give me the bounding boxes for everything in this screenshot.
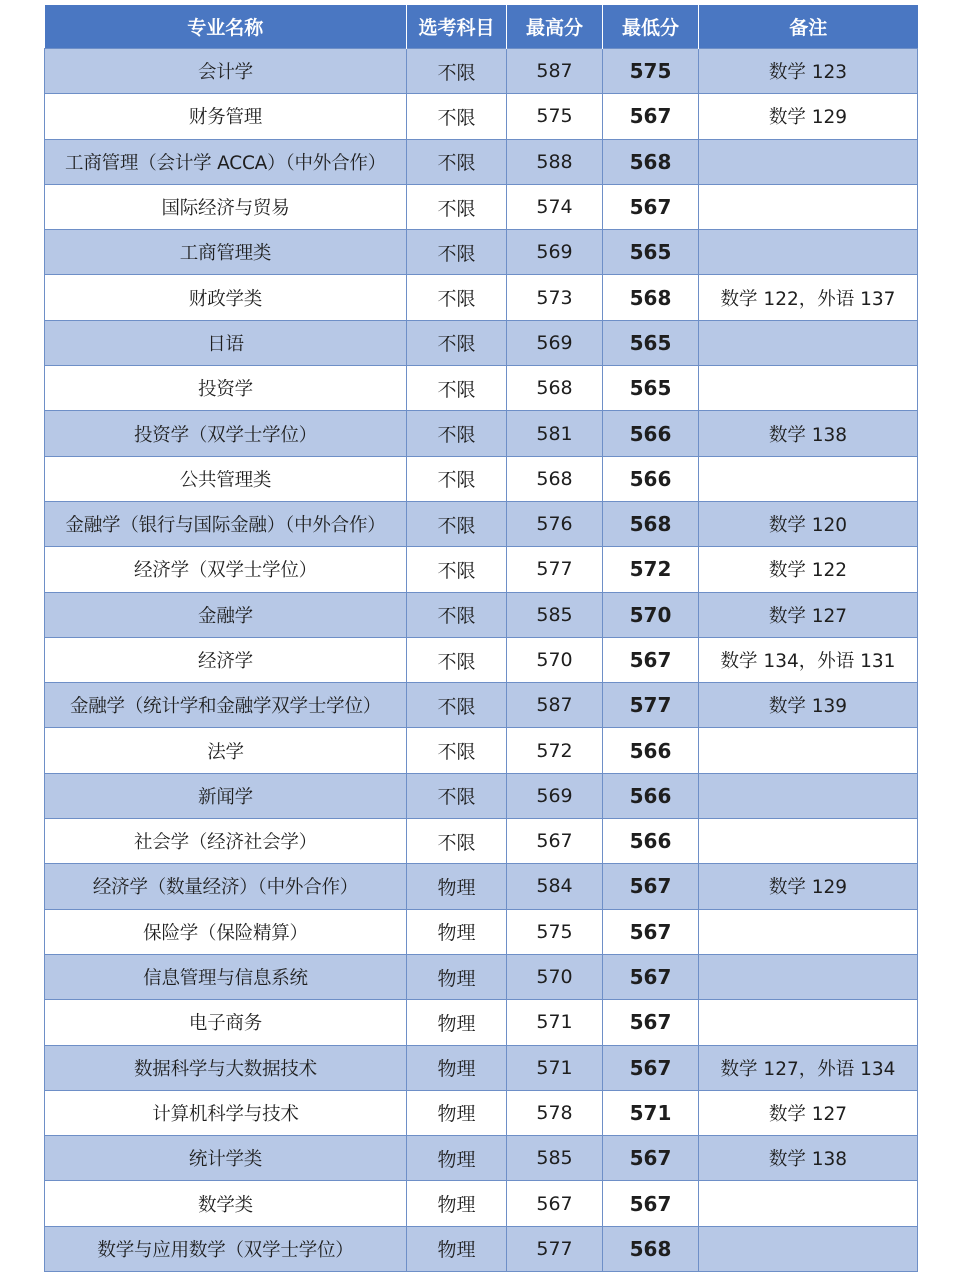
table-row bbox=[45, 683, 918, 728]
header-subject-requirement: 选考科目 bbox=[407, 5, 507, 49]
min-score-cell: 575 bbox=[603, 49, 699, 94]
subject-requirement-cell: 物理 bbox=[407, 909, 507, 954]
table-row bbox=[45, 864, 918, 909]
min-score-cell: 567 bbox=[603, 94, 699, 139]
subject-requirement-cell: 物理 bbox=[407, 864, 507, 909]
min-score-cell: 568 bbox=[603, 1226, 699, 1271]
max-score-cell: 587 bbox=[507, 49, 603, 94]
max-score-cell: 585 bbox=[507, 1136, 603, 1181]
max-score-cell: 567 bbox=[507, 1181, 603, 1226]
major-name-cell: 统计学类 bbox=[45, 1136, 407, 1181]
subject-requirement-cell: 物理 bbox=[407, 1136, 507, 1181]
max-score-cell: 569 bbox=[507, 773, 603, 818]
max-score-cell: 568 bbox=[507, 456, 603, 501]
max-score-cell: 574 bbox=[507, 184, 603, 229]
remarks-cell: 数学 127，外语 134 bbox=[699, 1045, 918, 1090]
min-score-cell: 568 bbox=[603, 139, 699, 184]
header-major-name: 专业名称 bbox=[45, 5, 407, 49]
min-score-cell: 565 bbox=[603, 366, 699, 411]
major-name-cell: 公共管理类 bbox=[45, 456, 407, 501]
subject-requirement-cell: 物理 bbox=[407, 1181, 507, 1226]
major-name-cell: 经济学（数量经济）（中外合作） bbox=[45, 864, 407, 909]
table-row bbox=[45, 592, 918, 637]
major-name-cell: 投资学 bbox=[45, 366, 407, 411]
subject-requirement-cell: 不限 bbox=[407, 637, 507, 682]
major-name-cell: 计算机科学与技术 bbox=[45, 1090, 407, 1135]
min-score-cell: 567 bbox=[603, 1136, 699, 1181]
max-score-cell: 587 bbox=[507, 683, 603, 728]
major-name-cell: 信息管理与信息系统 bbox=[45, 954, 407, 999]
major-name-cell: 日语 bbox=[45, 320, 407, 365]
major-name-cell: 社会学（经济社会学） bbox=[45, 819, 407, 864]
table-row bbox=[45, 275, 918, 320]
max-score-cell: 575 bbox=[507, 909, 603, 954]
subject-requirement-cell: 不限 bbox=[407, 366, 507, 411]
remarks-cell bbox=[699, 230, 918, 275]
remarks-cell bbox=[699, 728, 918, 773]
table-row bbox=[45, 501, 918, 546]
min-score-cell: 565 bbox=[603, 230, 699, 275]
subject-requirement-cell: 不限 bbox=[407, 94, 507, 139]
major-name-cell: 数学与应用数学（双学士学位） bbox=[45, 1226, 407, 1271]
header-remarks: 备注 bbox=[699, 5, 918, 49]
min-score-cell: 571 bbox=[603, 1090, 699, 1135]
max-score-cell: 569 bbox=[507, 230, 603, 275]
table-row bbox=[45, 909, 918, 954]
max-score-cell: 588 bbox=[507, 139, 603, 184]
major-name-cell: 金融学（银行与国际金融）（中外合作） bbox=[45, 501, 407, 546]
min-score-cell: 570 bbox=[603, 592, 699, 637]
major-name-cell: 新闻学 bbox=[45, 773, 407, 818]
major-name-cell: 财务管理 bbox=[45, 94, 407, 139]
max-score-cell: 581 bbox=[507, 411, 603, 456]
subject-requirement-cell: 物理 bbox=[407, 1045, 507, 1090]
min-score-cell: 566 bbox=[603, 728, 699, 773]
subject-requirement-cell: 不限 bbox=[407, 320, 507, 365]
max-score-cell: 584 bbox=[507, 864, 603, 909]
header-max-score: 最高分 bbox=[507, 5, 603, 49]
table-row bbox=[45, 1090, 918, 1135]
min-score-cell: 565 bbox=[603, 320, 699, 365]
max-score-cell: 576 bbox=[507, 501, 603, 546]
major-name-cell: 会计学 bbox=[45, 49, 407, 94]
subject-requirement-cell: 物理 bbox=[407, 1226, 507, 1271]
max-score-cell: 567 bbox=[507, 819, 603, 864]
min-score-cell: 566 bbox=[603, 773, 699, 818]
subject-requirement-cell: 不限 bbox=[407, 275, 507, 320]
max-score-cell: 571 bbox=[507, 1045, 603, 1090]
remarks-cell bbox=[699, 366, 918, 411]
subject-requirement-cell: 不限 bbox=[407, 501, 507, 546]
subject-requirement-cell: 不限 bbox=[407, 547, 507, 592]
table-row bbox=[45, 819, 918, 864]
remarks-cell: 数学 138 bbox=[699, 1136, 918, 1181]
max-score-cell: 585 bbox=[507, 592, 603, 637]
min-score-cell: 572 bbox=[603, 547, 699, 592]
max-score-cell: 575 bbox=[507, 94, 603, 139]
major-name-cell: 工商管理（会计学 ACCA）（中外合作） bbox=[45, 139, 407, 184]
max-score-cell: 577 bbox=[507, 1226, 603, 1271]
major-name-cell: 投资学（双学士学位） bbox=[45, 411, 407, 456]
min-score-cell: 567 bbox=[603, 954, 699, 999]
table-row bbox=[45, 773, 918, 818]
remarks-cell: 数学 122，外语 137 bbox=[699, 275, 918, 320]
remarks-cell bbox=[699, 954, 918, 999]
header-min-score: 最低分 bbox=[603, 5, 699, 49]
subject-requirement-cell: 物理 bbox=[407, 1000, 507, 1045]
remarks-cell: 数学 134，外语 131 bbox=[699, 637, 918, 682]
table-row bbox=[45, 94, 918, 139]
min-score-cell: 567 bbox=[603, 637, 699, 682]
table-row bbox=[45, 728, 918, 773]
table-row bbox=[45, 230, 918, 275]
major-name-cell: 国际经济与贸易 bbox=[45, 184, 407, 229]
min-score-cell: 567 bbox=[603, 1181, 699, 1226]
subject-requirement-cell: 不限 bbox=[407, 819, 507, 864]
major-name-cell: 经济学（双学士学位） bbox=[45, 547, 407, 592]
min-score-cell: 577 bbox=[603, 683, 699, 728]
subject-requirement-cell: 不限 bbox=[407, 728, 507, 773]
max-score-cell: 572 bbox=[507, 728, 603, 773]
remarks-cell bbox=[699, 1181, 918, 1226]
min-score-cell: 566 bbox=[603, 456, 699, 501]
subject-requirement-cell: 物理 bbox=[407, 954, 507, 999]
subject-requirement-cell: 不限 bbox=[407, 49, 507, 94]
subject-requirement-cell: 不限 bbox=[407, 592, 507, 637]
max-score-cell: 570 bbox=[507, 954, 603, 999]
remarks-cell bbox=[699, 773, 918, 818]
table-row bbox=[45, 1181, 918, 1226]
remarks-cell: 数学 139 bbox=[699, 683, 918, 728]
max-score-cell: 573 bbox=[507, 275, 603, 320]
table-row bbox=[45, 637, 918, 682]
remarks-cell bbox=[699, 909, 918, 954]
major-name-cell: 金融学（统计学和金融学双学士学位） bbox=[45, 683, 407, 728]
table-header-row bbox=[45, 5, 918, 49]
major-name-cell: 数学类 bbox=[45, 1181, 407, 1226]
table-row bbox=[45, 954, 918, 999]
major-name-cell: 电子商务 bbox=[45, 1000, 407, 1045]
remarks-cell: 数学 129 bbox=[699, 94, 918, 139]
remarks-cell bbox=[699, 819, 918, 864]
min-score-cell: 567 bbox=[603, 1000, 699, 1045]
admission-scores-table-container bbox=[44, 5, 917, 1272]
min-score-cell: 567 bbox=[603, 1045, 699, 1090]
major-name-cell: 保险学（保险精算） bbox=[45, 909, 407, 954]
max-score-cell: 570 bbox=[507, 637, 603, 682]
table-row bbox=[45, 320, 918, 365]
remarks-cell bbox=[699, 456, 918, 501]
major-name-cell: 财政学类 bbox=[45, 275, 407, 320]
major-name-cell: 金融学 bbox=[45, 592, 407, 637]
subject-requirement-cell: 不限 bbox=[407, 139, 507, 184]
remarks-cell bbox=[699, 1000, 918, 1045]
table-row bbox=[45, 456, 918, 501]
subject-requirement-cell: 不限 bbox=[407, 456, 507, 501]
major-name-cell: 经济学 bbox=[45, 637, 407, 682]
min-score-cell: 567 bbox=[603, 909, 699, 954]
major-name-cell: 数据科学与大数据技术 bbox=[45, 1045, 407, 1090]
min-score-cell: 568 bbox=[603, 275, 699, 320]
remarks-cell: 数学 123 bbox=[699, 49, 918, 94]
max-score-cell: 577 bbox=[507, 547, 603, 592]
remarks-cell: 数学 138 bbox=[699, 411, 918, 456]
min-score-cell: 567 bbox=[603, 184, 699, 229]
major-name-cell: 工商管理类 bbox=[45, 230, 407, 275]
remarks-cell bbox=[699, 139, 918, 184]
admission-scores-table bbox=[44, 5, 918, 1272]
min-score-cell: 566 bbox=[603, 411, 699, 456]
table-row bbox=[45, 366, 918, 411]
table-body bbox=[45, 49, 918, 1272]
max-score-cell: 578 bbox=[507, 1090, 603, 1135]
remarks-cell bbox=[699, 1226, 918, 1271]
subject-requirement-cell: 不限 bbox=[407, 230, 507, 275]
table-row bbox=[45, 1000, 918, 1045]
min-score-cell: 566 bbox=[603, 819, 699, 864]
remarks-cell bbox=[699, 184, 918, 229]
major-name-cell: 法学 bbox=[45, 728, 407, 773]
remarks-cell: 数学 127 bbox=[699, 592, 918, 637]
subject-requirement-cell: 物理 bbox=[407, 1090, 507, 1135]
table-row bbox=[45, 1045, 918, 1090]
table-row bbox=[45, 547, 918, 592]
subject-requirement-cell: 不限 bbox=[407, 683, 507, 728]
remarks-cell: 数学 127 bbox=[699, 1090, 918, 1135]
remarks-cell: 数学 122 bbox=[699, 547, 918, 592]
max-score-cell: 568 bbox=[507, 366, 603, 411]
remarks-cell: 数学 120 bbox=[699, 501, 918, 546]
table-row bbox=[45, 139, 918, 184]
remarks-cell bbox=[699, 320, 918, 365]
subject-requirement-cell: 不限 bbox=[407, 773, 507, 818]
table-row bbox=[45, 411, 918, 456]
min-score-cell: 567 bbox=[603, 864, 699, 909]
table-row bbox=[45, 1226, 918, 1271]
min-score-cell: 568 bbox=[603, 501, 699, 546]
subject-requirement-cell: 不限 bbox=[407, 184, 507, 229]
subject-requirement-cell: 不限 bbox=[407, 411, 507, 456]
table-row bbox=[45, 49, 918, 94]
remarks-cell: 数学 129 bbox=[699, 864, 918, 909]
table-row bbox=[45, 184, 918, 229]
max-score-cell: 571 bbox=[507, 1000, 603, 1045]
max-score-cell: 569 bbox=[507, 320, 603, 365]
table-row bbox=[45, 1136, 918, 1181]
